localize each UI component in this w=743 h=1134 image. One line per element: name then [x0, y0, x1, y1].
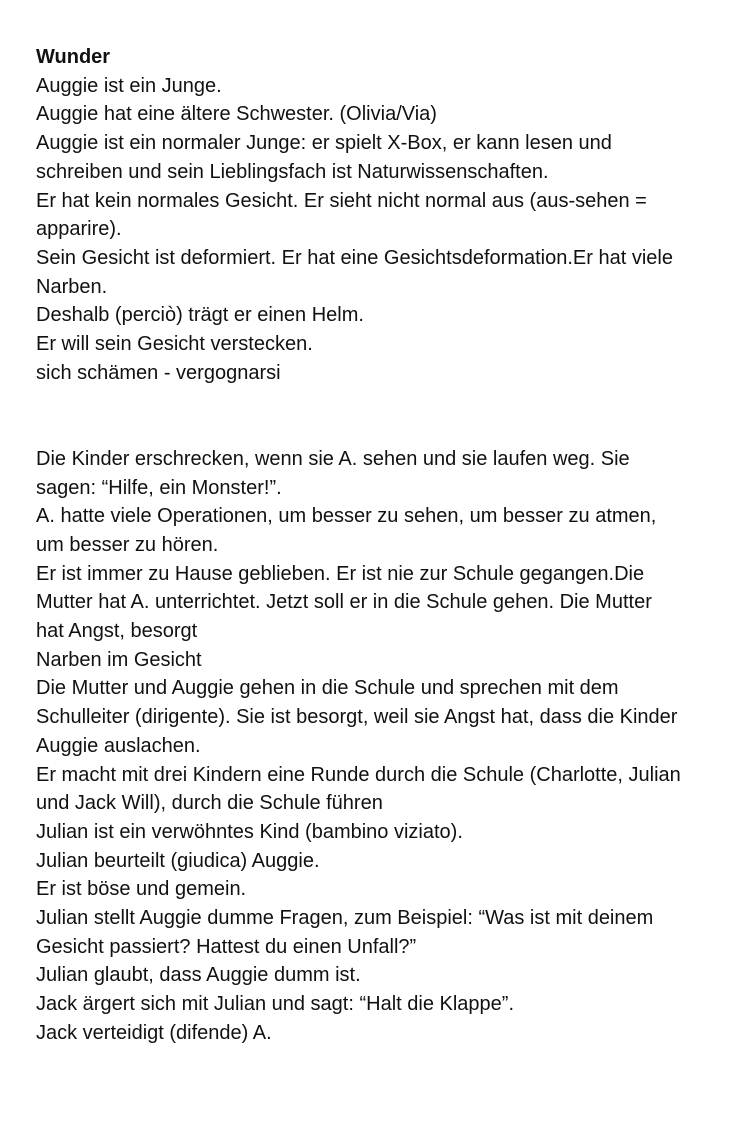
- text-line: Deshalb (perciò) trägt er einen Helm.: [36, 304, 364, 327]
- text-line: Auggie ist ein Junge.: [36, 74, 222, 97]
- text-line: Auggie ist ein normaler Junge: er spielt X-Box, er kann lesen und: [36, 132, 612, 155]
- text-line: Jack verteidigt (difende) A.: [36, 1021, 272, 1044]
- text-line: Narben.: [36, 275, 108, 298]
- text-line: Narben im Gesicht: [36, 648, 202, 671]
- text-line: Er ist immer zu Hause geblieben. Er ist nie zur Schule gegangen.Die: [36, 562, 645, 585]
- text-line: Schulleiter (dirigente). Sie ist besorgt, weil sie Angst hat, dass die Kinder: [36, 706, 678, 729]
- document-body: [36, 43, 736, 1048]
- text-line: Er will sein Gesicht verstecken.: [36, 333, 313, 356]
- text-line: Mutter hat A. unterrichtet. Jetzt soll er in die Schule gehen. Die Mutter: [36, 591, 652, 614]
- text-line: Julian stellt Auggie dumme Fragen, zum Beispiel: “Was ist mit deinem: [36, 907, 654, 930]
- text-line: Julian glaubt, dass Auggie dumm ist.: [36, 964, 361, 987]
- text-line: sich schämen - vergognarsi: [36, 361, 281, 384]
- text-line: Auggie auslachen.: [36, 734, 201, 757]
- text-line: A. hatte viele Operationen, um besser zu sehen, um besser zu atmen,: [36, 505, 657, 528]
- text-line: schreiben und sein Lieblingsfach ist Naturwissenschaften.: [36, 160, 549, 183]
- text-line: um besser zu hören.: [36, 533, 219, 556]
- text-line: Die Kinder erschrecken, wenn sie A. sehen und sie laufen weg. Sie: [36, 447, 630, 470]
- text-line: hat Angst, besorgt: [36, 620, 198, 643]
- text-line: Er macht mit drei Kindern eine Runde durch die Schule (Charlotte, Julian: [36, 763, 681, 786]
- text-line: Jack ärgert sich mit Julian und sagt: “Halt die Klappe”.: [36, 993, 514, 1016]
- section-2: [36, 445, 736, 1048]
- text-line: Sein Gesicht ist deformiert. Er hat eine Gesichtsdeformation.Er hat viele: [36, 246, 673, 269]
- text-line: sagen: “Hilfe, ein Monster!”.: [36, 476, 282, 499]
- document-title: Wunder: [36, 46, 111, 68]
- text-line: Julian beurteilt (giudica) Auggie.: [36, 849, 320, 872]
- text-line: Die Mutter und Auggie gehen in die Schule und sprechen mit dem: [36, 677, 619, 700]
- paragraph-spacer: [36, 387, 736, 444]
- text-line: Julian ist ein verwöhntes Kind (bambino viziato).: [36, 820, 463, 843]
- text-line: Er hat kein normales Gesicht. Er sieht nicht normal aus (aus-sehen =: [36, 189, 647, 212]
- text-line: Gesicht passiert? Hattest du einen Unfall?”: [36, 935, 417, 958]
- text-line: Er ist böse und gemein.: [36, 878, 247, 901]
- text-line: Auggie hat eine ältere Schwester. (Olivia/Via): [36, 103, 437, 126]
- text-line: apparire).: [36, 218, 122, 241]
- section-1: [36, 72, 736, 388]
- text-line: und Jack Will), durch die Schule führen: [36, 792, 383, 815]
